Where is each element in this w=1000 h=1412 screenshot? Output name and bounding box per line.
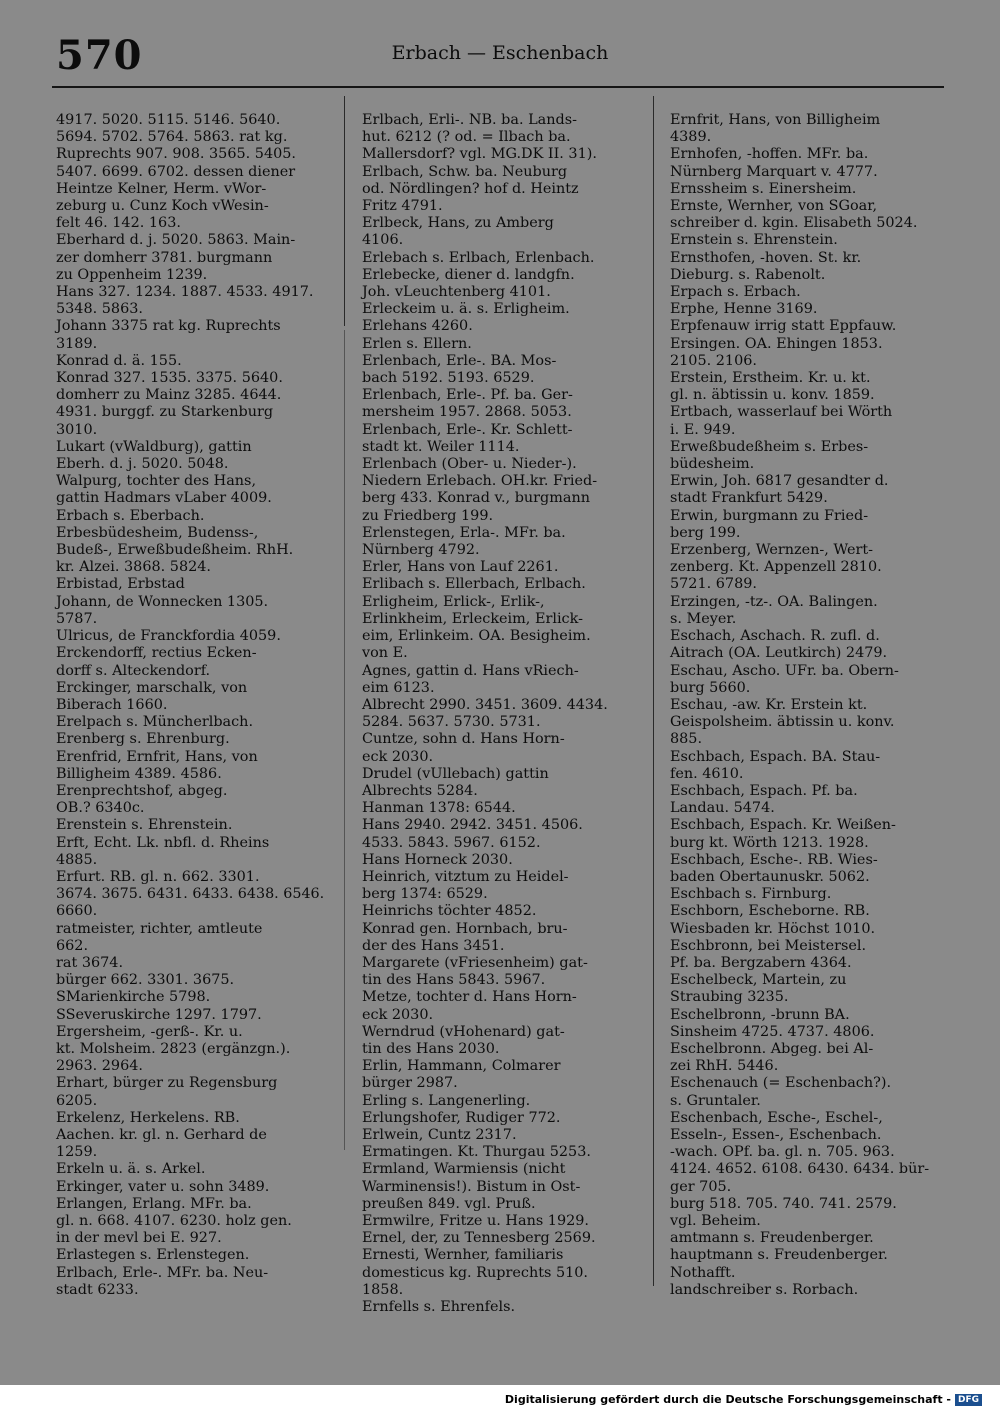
- index-line: Esseln-, Essen-, Eschenbach.: [670, 1126, 882, 1143]
- index-line: Erlungshofer, Rudiger 772.: [362, 1109, 561, 1126]
- index-line: Ernste, Wernher, von SGoar,: [670, 198, 878, 215]
- footer-text: Digitalisierung gefördert durch die Deutsche Forschungsgemeinschaft -: [504, 1393, 951, 1406]
- index-line: Konrad gen. Hornbach, bru-: [362, 920, 568, 937]
- index-line: Erenfrid, Ernfrit, Hans, von: [56, 748, 258, 765]
- index-column-1: [56, 112, 324, 1299]
- index-line: 4106.: [362, 232, 404, 249]
- index-line: Erpfenauw irrig statt Eppfauw.: [670, 318, 897, 335]
- index-line: 4917. 5020. 5115. 5146. 5640.: [56, 112, 281, 128]
- index-line: Heintze Kelner, Herm. vWor-: [56, 180, 267, 197]
- index-line: domherr zu Mainz 3285. 4644.: [56, 387, 282, 404]
- index-line: 6660.: [56, 903, 98, 920]
- index-line: 3010.: [56, 421, 98, 438]
- index-line: Erft, Echt. Lk. nbfl. d. Rheins: [56, 834, 270, 851]
- index-line: s. Meyer.: [670, 610, 737, 627]
- index-line: Ersingen. OA. Ehingen 1853.: [670, 335, 883, 352]
- index-line: Aitrach (OA. Leutkirch) 2479.: [670, 645, 888, 662]
- index-line: Fritz 4791.: [362, 198, 443, 215]
- index-line: Ermatingen. Kt. Thurgau 5253.: [362, 1144, 591, 1161]
- index-column-3: [670, 112, 946, 1299]
- index-line: der des Hans 3451.: [362, 937, 505, 954]
- index-line: tin des Hans 5843. 5967.: [362, 972, 546, 989]
- index-line: zer domherr 3781. burgmann: [56, 249, 273, 266]
- index-line: Erpach s. Erbach.: [670, 284, 801, 301]
- index-line: Erelpach s. Müncherlbach.: [56, 714, 254, 731]
- index-line: Erenprechtshof, abgeg.: [56, 782, 228, 799]
- index-line: Drudel (vUllebach) gattin: [362, 765, 549, 782]
- index-line: eim 6123.: [362, 679, 435, 696]
- index-line: Eschenbach, Esche-, Eschel-,: [670, 1109, 883, 1126]
- index-line: landschreiber s. Rorbach.: [670, 1281, 859, 1298]
- index-line: Erckinger, marschalk, von: [56, 679, 248, 696]
- index-line: 1858.: [362, 1281, 404, 1298]
- index-line: Heinrichs töchter 4852.: [362, 903, 537, 920]
- index-line: Eschbach, Esche-. RB. Wies-: [670, 851, 878, 868]
- index-line: Ruprechts 907. 908. 3565. 5405.: [56, 146, 296, 163]
- index-line: 3189.: [56, 335, 98, 352]
- index-line: Metze, tochter d. Hans Horn-: [362, 989, 577, 1006]
- index-line: Erlibach s. Ellerbach, Erlbach.: [362, 576, 586, 593]
- index-line: stadt Frankfurt 5429.: [670, 490, 828, 507]
- index-line: felt 46. 142. 163.: [56, 215, 181, 232]
- index-line: Hanman 1378: 6544.: [362, 800, 516, 817]
- index-line: vgl. Beheim.: [670, 1213, 761, 1229]
- index-line: Erenstein s. Ehrenstein.: [56, 817, 233, 834]
- index-line: Erkinger, vater u. sohn 3489.: [56, 1178, 270, 1195]
- index-line: Nürnberg 4792.: [362, 542, 480, 559]
- index-line: Erler, Hans von Lauf 2261.: [362, 559, 559, 576]
- index-line: Ernesti, Wernher, familiaris: [362, 1247, 564, 1264]
- index-line: Eschenauch (= Eschenbach?).: [670, 1075, 892, 1092]
- index-line: Erlen s. Ellern.: [362, 335, 472, 352]
- index-line: Eberh. d. j. 5020. 5048.: [56, 456, 229, 473]
- index-line: Erzingen, -tz-. OA. Balingen.: [670, 593, 878, 610]
- index-line: 4389.: [670, 129, 712, 146]
- index-line: Erlbach, Erle-. MFr. ba. Neu-: [56, 1264, 269, 1281]
- index-line: Konrad d. ä. 155.: [56, 352, 182, 369]
- index-line: s. Gruntaler.: [670, 1092, 761, 1109]
- index-line: Ernstein s. Ehrenstein.: [670, 232, 838, 249]
- index-line: Erckendorff, rectius Ecken-: [56, 645, 257, 662]
- footer-credit: [505, 1393, 982, 1406]
- index-line: Landau. 5474.: [670, 800, 775, 817]
- index-line: Erlenbach, Erle-. Pf. ba. Ger-: [362, 387, 573, 404]
- index-line: Hans Horneck 2030.: [362, 851, 513, 868]
- index-line: preußen 849. vgl. Pruß.: [362, 1195, 536, 1212]
- index-line: Erweßbudeßheim s. Erbes-: [670, 438, 869, 455]
- index-line: Erfurt. RB. gl. n. 662. 3301.: [56, 868, 260, 885]
- index-line: Ernssheim s. Einersheim.: [670, 180, 857, 197]
- index-line: Erleckeim u. ä. s. Erligheim.: [362, 301, 570, 318]
- index-line: Erlinkheim, Erleckeim, Erlick-: [362, 610, 583, 627]
- index-line: Joh. vLeuchtenberg 4101.: [362, 284, 551, 301]
- index-line: Erlenbach, Erle-. BA. Mos-: [362, 352, 557, 369]
- column-divider-right: [653, 96, 654, 1286]
- index-line: Erligheim, Erlick-, Erlik-,: [362, 593, 545, 610]
- index-line: fen. 4610.: [670, 765, 744, 782]
- index-line: Wiesbaden kr. Höchst 1010.: [670, 920, 876, 937]
- index-line: Dieburg. s. Rabenolt.: [670, 266, 826, 283]
- index-line: berg 1374: 6529.: [362, 886, 488, 903]
- index-line: Erwin, Joh. 6817 gesandter d.: [670, 473, 889, 490]
- index-column-2: [362, 112, 634, 1316]
- index-line: zenberg. Kt. Appenzell 2810.: [670, 559, 882, 576]
- index-line: Erenberg s. Ehrenburg.: [56, 731, 230, 748]
- index-line: Erlenstegen, Erla-. MFr. ba.: [362, 524, 566, 541]
- index-line: 4931. burggf. zu Starkenburg: [56, 404, 274, 421]
- index-line: Straubing 3235.: [670, 989, 789, 1006]
- index-line: i. E. 949.: [670, 421, 736, 438]
- index-line: Erlin, Hammann, Colmarer: [362, 1058, 561, 1075]
- index-line: Werndrud (vHohenard) gat-: [362, 1023, 565, 1040]
- index-line: Ermwilre, Fritze u. Hans 1929.: [362, 1213, 589, 1229]
- index-line: in der mevl bei E. 927.: [56, 1230, 222, 1247]
- index-line: rat 3674.: [56, 954, 124, 971]
- index-line: od. Nördlingen? hof d. Heintz: [362, 180, 579, 197]
- index-line: Sinsheim 4725. 4737. 4806.: [670, 1023, 875, 1040]
- index-line: Ernel, der, zu Tennesberg 2569.: [362, 1230, 596, 1247]
- index-line: Pf. ba. Bergzabern 4364.: [670, 954, 852, 971]
- index-line: bürger 662. 3301. 3675.: [56, 972, 235, 989]
- index-line: burg kt. Wörth 1213. 1928.: [670, 834, 869, 851]
- index-line: büdesheim.: [670, 456, 755, 473]
- index-line: Albrechts 5284.: [362, 782, 478, 799]
- index-line: Eschelbronn. Abgeg. bei Al-: [670, 1040, 874, 1057]
- index-line: Erbesbüdesheim, Budenss-,: [56, 524, 259, 541]
- index-line: kt. Molsheim. 2823 (ergänzgn.).: [56, 1040, 291, 1057]
- index-line: Erlebach s. Erlbach, Erlenbach.: [362, 249, 595, 266]
- index-line: schreiber d. kgin. Elisabeth 5024.: [670, 215, 918, 232]
- index-line: Erlangen, Erlang. MFr. ba.: [56, 1195, 252, 1212]
- index-line: Erlwein, Cuntz 2317.: [362, 1126, 517, 1143]
- index-line: Erlastegen s. Erlenstegen.: [56, 1247, 250, 1264]
- dfg-logo: DFG: [955, 1394, 982, 1406]
- page-number: 570: [56, 32, 143, 79]
- index-line: Niedern Erlebach. OH.kr. Fried-: [362, 473, 598, 490]
- index-line: bürger 2987.: [362, 1075, 458, 1092]
- index-line: Erlbach, Erli-. NB. ba. Lands-: [362, 112, 577, 128]
- index-line: 662.: [56, 937, 89, 954]
- index-line: Hans 2940. 2942. 3451. 4506.: [362, 817, 583, 834]
- index-line: Erbach s. Eberbach.: [56, 507, 205, 524]
- index-line: 2105. 2106.: [670, 352, 757, 369]
- index-line: Johann, de Wonnecken 1305.: [56, 593, 269, 610]
- index-line: burg 518. 705. 740. 741. 2579.: [670, 1195, 897, 1212]
- index-line: Erlehans 4260.: [362, 318, 473, 335]
- index-line: 4885.: [56, 851, 98, 868]
- index-line: Hans 327. 1234. 1887. 4533. 4917.: [56, 284, 314, 301]
- index-line: berg 199.: [670, 524, 741, 541]
- index-line: Warminensis!). Bistum in Ost-: [362, 1178, 581, 1195]
- index-line: hauptmann s. Freudenberger.: [670, 1247, 888, 1264]
- index-line: Ernfrit, Hans, von Billigheim: [670, 112, 881, 128]
- index-line: Eschborn, Escheborne. RB.: [670, 903, 870, 920]
- index-line: Johann 3375 rat kg. Ruprechts: [56, 318, 281, 335]
- index-line: dorff s. Alteckendorf.: [56, 662, 211, 679]
- index-line: -wach. OPf. ba. gl. n. 705. 963.: [670, 1144, 895, 1161]
- index-line: 6205.: [56, 1092, 98, 1109]
- index-line: Lukart (vWaldburg), gattin: [56, 438, 252, 455]
- index-line: Erlbeck, Hans, zu Amberg: [362, 215, 554, 232]
- index-line: Eschau, Ascho. UFr. ba. Obern-: [670, 662, 899, 679]
- index-line: zei RhH. 5446.: [670, 1058, 779, 1075]
- running-title: Erbach — Eschenbach: [391, 42, 609, 64]
- index-line: zu Friedberg 199.: [362, 507, 494, 524]
- index-line: Ergersheim, -gerß-. Kr. u.: [56, 1023, 243, 1040]
- index-line: Erlenbach, Erle-. Kr. Schlett-: [362, 421, 573, 438]
- index-line: kr. Alzei. 3868. 5824.: [56, 559, 211, 576]
- index-line: Heinrich, vitztum zu Heidel-: [362, 868, 569, 885]
- index-line: gl. n. 668. 4107. 6230. holz gen.: [56, 1213, 292, 1229]
- index-line: berg 433. Konrad v., burgmann: [362, 490, 591, 507]
- index-line: SMarienkirche 5798.: [56, 989, 211, 1006]
- index-line: OB.? 6340c.: [56, 800, 145, 817]
- index-line: Erling s. Langenerling.: [362, 1092, 531, 1109]
- index-line: Erbistad, Erbstad: [56, 576, 185, 593]
- index-line: zu Oppenheim 1239.: [56, 266, 208, 283]
- index-line: Cuntze, sohn d. Hans Horn-: [362, 731, 565, 748]
- column-divider-left: [344, 96, 345, 326]
- index-line: 885.: [670, 731, 703, 748]
- index-line: stadt kt. Weiler 1114.: [362, 438, 520, 455]
- index-line: Mallersdorf? vgl. MG.DK II. 31).: [362, 146, 597, 163]
- index-line: Ernfells s. Ehrenfels.: [362, 1299, 516, 1316]
- index-line: 2963. 2964.: [56, 1058, 143, 1075]
- index-line: Erstein, Erstheim. Kr. u. kt.: [670, 370, 871, 387]
- index-line: Erhart, bürger zu Regensburg: [56, 1075, 278, 1092]
- index-line: Eschbach, Espach. Kr. Weißen-: [670, 817, 896, 834]
- index-line: ratmeister, richter, amtleute: [56, 920, 263, 937]
- index-line: Erphe, Henne 3169.: [670, 301, 818, 318]
- index-line: 5348. 5863.: [56, 301, 143, 318]
- index-line: gl. n. äbtissin u. konv. 1859.: [670, 387, 875, 404]
- index-line: tin des Hans 2030.: [362, 1040, 500, 1057]
- index-line: Albrecht 2990. 3451. 3609. 4434.: [362, 696, 608, 713]
- index-line: Eschach, Aschach. R. zufl. d.: [670, 628, 880, 645]
- index-line: Nürnberg Marquart v. 4777.: [670, 163, 878, 180]
- index-line: Aachen. kr. gl. n. Gerhard de: [56, 1126, 267, 1143]
- index-line: Billigheim 4389. 4586.: [56, 765, 222, 782]
- index-line: 3674. 3675. 6431. 6433. 6438. 6546.: [56, 886, 325, 903]
- index-line: Budeß-, Erweßbudeßheim. RhH.: [56, 542, 294, 559]
- index-line: mersheim 1957. 2868. 5053.: [362, 404, 572, 421]
- index-line: Eschbach, Espach. Pf. ba.: [670, 782, 858, 799]
- index-line: gattin Hadmars vLaber 4009.: [56, 490, 272, 507]
- index-line: 1259.: [56, 1144, 98, 1161]
- index-line: burg 5660.: [670, 679, 751, 696]
- index-line: Nothafft.: [670, 1264, 736, 1281]
- index-line: Margarete (vFriesenheim) gat-: [362, 954, 588, 971]
- index-line: bach 5192. 5193. 6529.: [362, 370, 535, 387]
- index-line: Erlebecke, diener d. landgfn.: [362, 266, 575, 283]
- index-line: Erkeln u. ä. s. Arkel.: [56, 1161, 206, 1178]
- index-line: Eschbach, Espach. BA. Stau-: [670, 748, 881, 765]
- index-line: Erlbach, Schw. ba. Neuburg: [362, 163, 568, 180]
- index-line: 5407. 6699. 6702. dessen diener: [56, 163, 296, 180]
- index-line: amtmann s. Freudenberger.: [670, 1230, 874, 1247]
- index-line: baden Obertaunuskr. 5062.: [670, 868, 870, 885]
- index-line: Erzenberg, Wernzen-, Wert-: [670, 542, 874, 559]
- index-line: eck 2030.: [362, 1006, 434, 1023]
- index-line: 4124. 4652. 6108. 6430. 6434. bür-: [670, 1161, 930, 1178]
- index-line: Eschbach s. Firnburg.: [670, 886, 832, 903]
- index-line: Ernhofen, -hoffen. MFr. ba.: [670, 146, 869, 163]
- index-line: Erwin, burgmann zu Fried-: [670, 507, 869, 524]
- index-line: Eberhard d. j. 5020. 5863. Main-: [56, 232, 296, 249]
- index-line: 5694. 5702. 5764. 5863. rat kg.: [56, 129, 288, 146]
- index-line: stadt 6233.: [56, 1281, 139, 1298]
- column-divider-left-lower: [344, 330, 345, 1150]
- index-line: von E.: [362, 645, 408, 662]
- index-line: Erlenbach (Ober- u. Nieder-).: [362, 456, 577, 473]
- index-line: 5284. 5637. 5730. 5731.: [362, 714, 541, 731]
- index-line: Agnes, gattin d. Hans vRiech-: [362, 662, 579, 679]
- index-line: Eschau, -aw. Kr. Erstein kt.: [670, 696, 868, 713]
- index-line: Eschelbeck, Martein, zu: [670, 972, 847, 989]
- index-line: ger 705.: [670, 1178, 732, 1195]
- index-line: Eschelbronn, -brunn BA.: [670, 1006, 850, 1023]
- index-line: Ertbach, wasserlauf bei Wörth: [670, 404, 893, 421]
- header-rule: [52, 86, 944, 88]
- index-line: SSeveruskirche 1297. 1797.: [56, 1006, 262, 1023]
- index-line: Ermland, Warmiensis (nicht: [362, 1161, 566, 1178]
- index-line: Biberach 1660.: [56, 696, 168, 713]
- index-line: hut. 6212 (? od. = Ilbach ba.: [362, 129, 571, 146]
- index-line: Geispolsheim. äbtissin u. konv.: [670, 714, 895, 731]
- index-line: 5721. 6789.: [670, 576, 757, 593]
- index-line: Konrad 327. 1535. 3375. 5640.: [56, 370, 283, 387]
- index-line: zeburg u. Cunz Koch vWesin-: [56, 198, 269, 215]
- index-line: Walpurg, tochter des Hans,: [56, 473, 257, 490]
- index-line: Ernsthofen, -hoven. St. kr.: [670, 249, 862, 266]
- index-line: eim, Erlinkeim. OA. Besigheim.: [362, 628, 591, 645]
- index-line: domesticus kg. Ruprechts 510.: [362, 1264, 588, 1281]
- index-line: 5787.: [56, 610, 98, 627]
- index-line: 4533. 5843. 5967. 6152.: [362, 834, 541, 851]
- index-line: eck 2030.: [362, 748, 434, 765]
- index-line: Erkelenz, Herkelens. RB.: [56, 1109, 240, 1126]
- index-line: Eschbronn, bei Meistersel.: [670, 937, 867, 954]
- index-line: Ulricus, de Franckfordia 4059.: [56, 628, 281, 645]
